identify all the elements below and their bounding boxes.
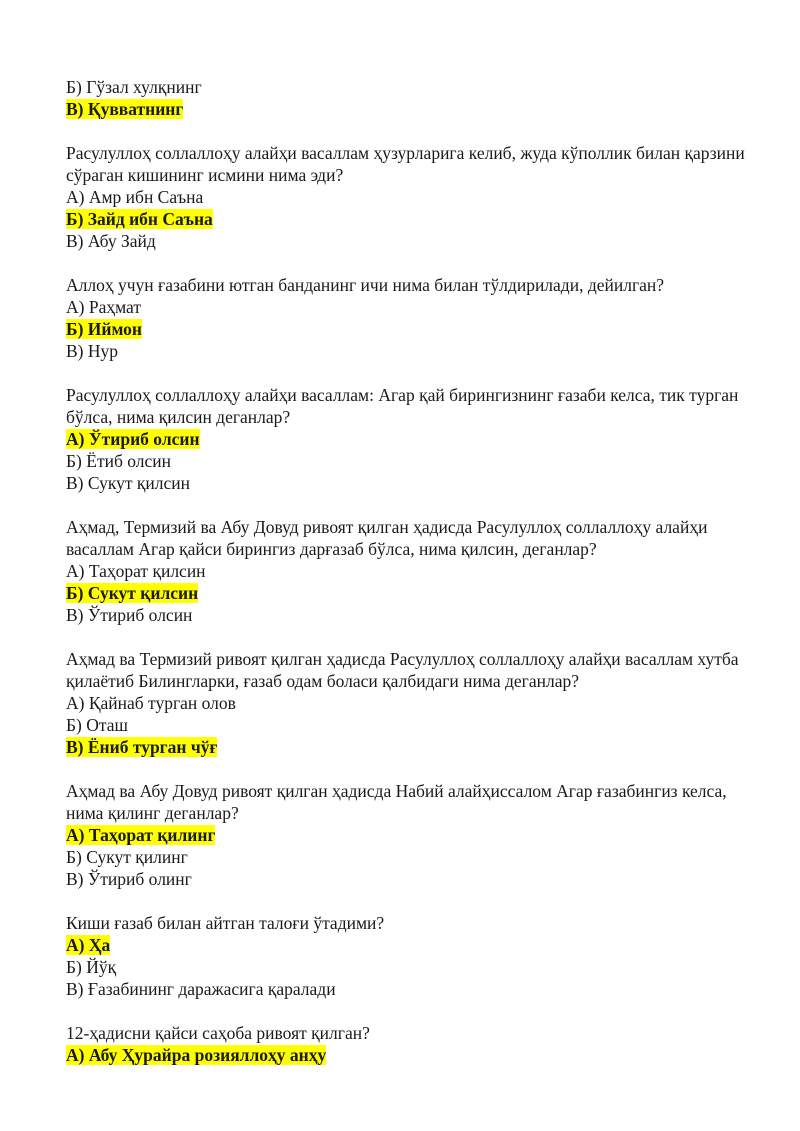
question-text: Аҳмад ва Термизий ривоят қилган ҳадисда Расулуллоҳ соллаллоҳу алайҳи васаллам хутба қилаётиб Билингларки, ғазаб одам боласи қалбидаги нима деганлар? [66, 649, 739, 691]
quiz-block [66, 780, 756, 890]
option: Б) Йўқ [66, 957, 117, 977]
correct-answer: В) Қувватнинг [66, 99, 184, 119]
option: В) Абу Зайд [66, 231, 156, 251]
option: А) Амр ибн Саъна [66, 187, 204, 207]
correct-answer: Б) Иймон [66, 319, 142, 339]
quiz-block [66, 1022, 756, 1066]
correct-answer: В) Ёниб турган чўғ [66, 737, 218, 757]
option: В) Сукут қилсин [66, 473, 190, 493]
question-text: Киши ғазаб билан айтган талоғи ўтадими? [66, 913, 385, 933]
correct-answer: А) Абу Ҳурайра розияллоҳу анҳу [66, 1045, 327, 1065]
correct-answer: А) Ҳа [66, 935, 111, 955]
correct-answer: А) Ўтириб олсин [66, 429, 200, 449]
quiz-block [66, 516, 756, 626]
option: Б) Ётиб олсин [66, 451, 171, 471]
quiz-block [66, 274, 756, 362]
quiz-block [66, 384, 756, 494]
option: А) Таҳорат қилсин [66, 561, 206, 581]
option: Б) Гўзал хулқнинг [66, 77, 202, 97]
option: В) Нур [66, 341, 119, 361]
quiz-block [66, 912, 756, 1000]
quiz-block [66, 142, 756, 252]
question-text: Расулуллоҳ соллаллоҳу алайҳи васаллам: Агар қай бирингизнинг ғазаби келса, тик турган бўлса, нима қилсин деганлар? [66, 385, 739, 427]
option: В) Ўтириб олсин [66, 605, 193, 625]
quiz-block [66, 76, 756, 120]
option: В) Ўтириб олинг [66, 869, 192, 889]
option: А) Қайнаб турган олов [66, 693, 236, 713]
option: Б) Сукут қилинг [66, 847, 188, 867]
correct-answer: Б) Зайд ибн Саъна [66, 209, 213, 229]
option: А) Раҳмат [66, 297, 142, 317]
question-text: Аллоҳ учун ғазабини ютган банданинг ичи нима билан тўлдирилади, дейилган? [66, 275, 665, 295]
question-text: Расулуллоҳ соллаллоҳу алайҳи васаллам ҳузурларига келиб, жуда кўполлик билан қарзини сўраган кишининг исмини нима эди? [66, 143, 745, 185]
question-text: 12-ҳадисни қайси саҳоба ривоят қилган? [66, 1023, 370, 1043]
option: Б) Оташ [66, 715, 128, 735]
question-text: Аҳмад ва Абу Довуд ривоят қилган ҳадисда Набий алайҳиссалом Агар ғазабингиз келса, нима қилинг деганлар? [66, 781, 727, 823]
correct-answer: А) Таҳорат қилинг [66, 825, 216, 845]
correct-answer: Б) Сукут қилсин [66, 583, 199, 603]
document-page [66, 76, 756, 1088]
quiz-block [66, 648, 756, 758]
question-text: Аҳмад, Термизий ва Абу Довуд ривоят қилган ҳадисда Расулуллоҳ соллаллоҳу алайҳи васаллам Агар қайси бирингиз дарғазаб бўлса, нима қилсин, деганлар? [66, 517, 708, 559]
option: В) Ғазабининг даражасига қаралади [66, 979, 336, 999]
